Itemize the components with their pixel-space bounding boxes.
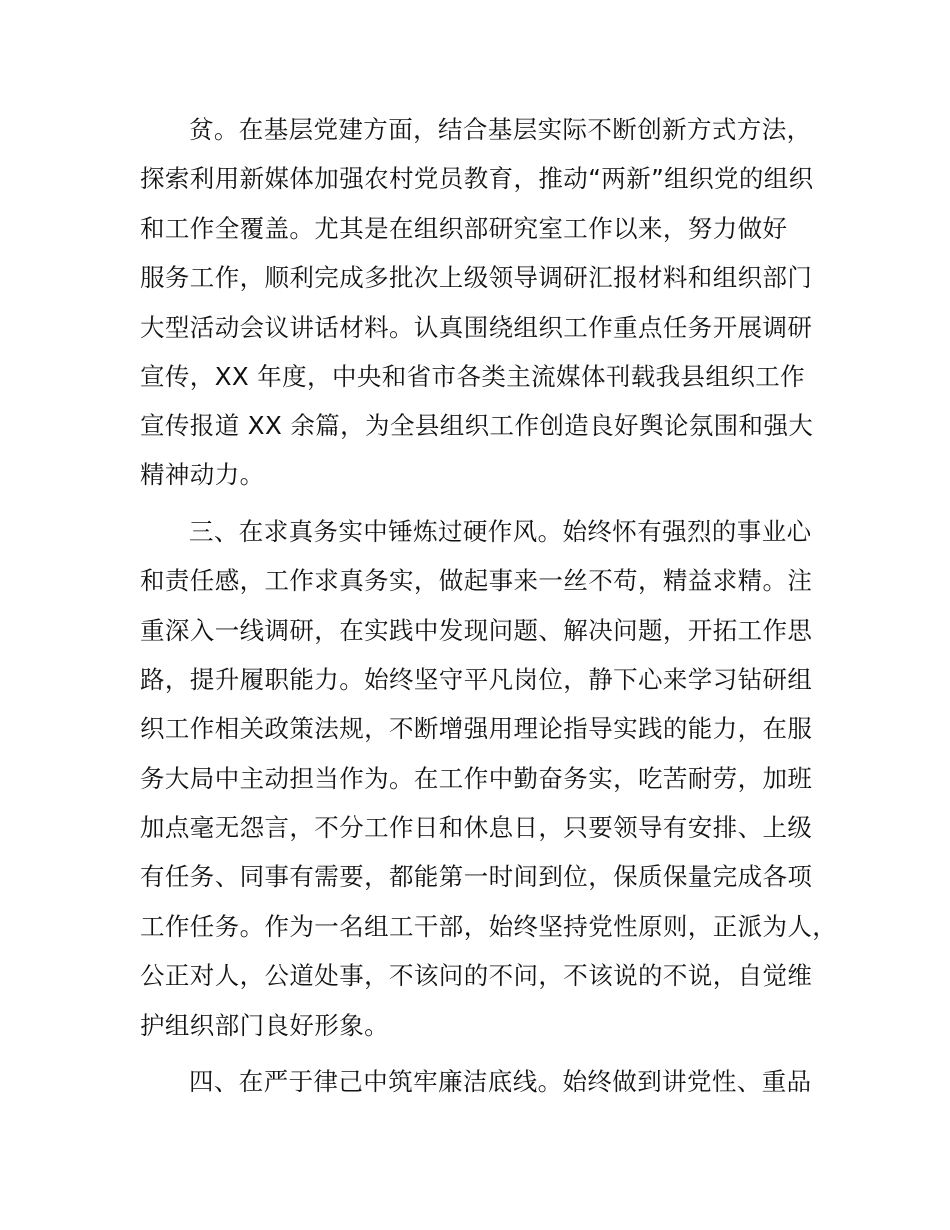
text-line-14: 务大局中主动担当作为。在工作中勤奋务实，吃苦耐劳，加班: [140, 764, 813, 793]
text-line-2: 探索利用新媒体加强农村党员教育，推动“两新”组织党的组织: [140, 164, 814, 193]
text-line-7: 宣传报道 XX 余篇，为全县组织工作创造良好舆论氛围和强大: [140, 411, 814, 440]
text-line-13: 织工作相关政策法规，不断增强用理论指导实践的能力，在服: [140, 714, 813, 743]
text-line-16: 有任务、同事有需要，都能第一时间到位，保质保量完成各项: [140, 862, 813, 891]
text-line-18: 公正对人，公道处事，不该问的不问，不该说的不说，自觉维: [140, 961, 813, 990]
text-line-6: 宣传，XX 年度，中央和省市各类主流媒体刊载我县组织工作: [140, 362, 806, 391]
text-line-1: 贫。在基层党建方面，结合基层实际不断创新方式方法，: [189, 115, 812, 144]
text-line-10: 和责任感，工作求真务实，做起事来一丝不苟，精益求精。注: [140, 566, 813, 595]
text-line-19: 护组织部门良好形象。: [140, 1011, 389, 1040]
text-line-20: 四、在严于律己中筑牢廉洁底线。始终做到讲党性、重品: [189, 1067, 812, 1096]
text-line-5: 大型活动会议讲话材料。认真围绕组织工作重点任务开展调研: [140, 313, 813, 342]
text-line-17: 工作任务。作为一名组工干部，始终坚持党性原则，正派为人，: [140, 912, 838, 941]
text-line-3: 和工作全覆盖。尤其是在组织部研究室工作以来，努力做好: [140, 214, 788, 243]
text-line-9: 三、在求真务实中锤炼过硬作风。始终怀有强烈的事业心: [189, 517, 812, 546]
text-line-4: 服务工作，顺利完成多批次上级领导调研汇报材料和组织部门: [140, 263, 813, 292]
text-line-15: 加点毫无怨言，不分工作日和休息日，只要领导有安排、上级: [140, 813, 813, 842]
text-line-8: 精神动力。: [140, 460, 265, 489]
text-line-12: 路，提升履职能力。始终坚守平凡岗位，静下心来学习钻研组: [140, 665, 813, 694]
text-line-11: 重深入一线调研，在实践中发现问题、解决问题，开拓工作思: [140, 616, 813, 645]
